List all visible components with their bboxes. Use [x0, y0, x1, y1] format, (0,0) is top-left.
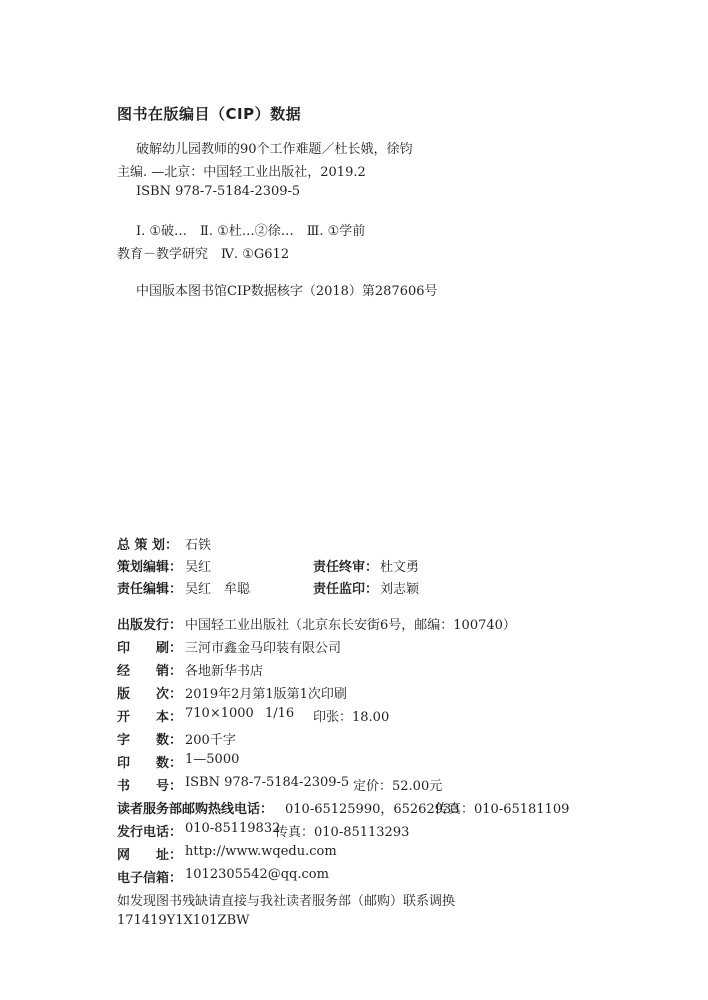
book-number-value: ISBN 978-7-5184-2309-5	[185, 775, 350, 790]
row-email	[117, 867, 329, 886]
price-value: 定价：52.00元	[353, 779, 443, 794]
book-number-label: 书 号：	[117, 779, 183, 794]
final-review-value: 杜文勇	[380, 560, 420, 575]
responsible-editor-label: 责任编辑：	[117, 582, 183, 597]
print-run-value: 1—5000	[185, 752, 240, 767]
chief-planner-label: 总 策 划：	[117, 538, 179, 553]
format-fold: 1/16	[265, 706, 295, 721]
hotline-label: 读者服务部邮购热线电话：	[117, 802, 274, 817]
planning-editor-value: 吴红	[185, 560, 212, 575]
row-printer	[117, 637, 342, 656]
cip-classification-1: Ⅰ. ①破… Ⅱ. ①杜…②徐… Ⅲ. ①学前	[136, 224, 366, 239]
cip-isbn: ISBN 978-7-5184-2309-5	[136, 184, 301, 199]
cip-classification-2: 教育－教学研究 Ⅳ. ①G612	[117, 247, 290, 262]
cip-book-title-line: 破解幼儿园教师的90个工作难题／杜长娥，徐钧	[136, 142, 413, 157]
format-size: 710×1000	[185, 706, 254, 721]
responsible-editor-value: 吴红 牟聪	[185, 582, 251, 597]
hotline-value: 010-65125990，65262933	[285, 802, 460, 817]
printer-label: 印 刷：	[117, 641, 183, 656]
row-word-count	[117, 729, 236, 748]
row-book-number	[117, 775, 443, 794]
chief-planner-value: 石铁	[185, 538, 212, 553]
printed-sheets: 印张：18.00	[313, 710, 390, 725]
sales-phone-label: 发行电话：	[117, 825, 183, 840]
row-distributor	[117, 660, 264, 679]
email-label: 电子信箱：	[117, 871, 183, 886]
printer-value: 三河市鑫金马印装有限公司	[185, 641, 342, 656]
row-mail-order-hotline	[117, 798, 570, 817]
print-run-label: 印 数：	[117, 756, 183, 771]
distributor-value: 各地新华书店	[185, 664, 264, 679]
defect-notice: 如发现图书残缺请直接与我社读者服务部（邮购）联系调换	[117, 894, 456, 909]
row-print-run	[117, 752, 240, 771]
planning-editor-label: 策划编辑：	[117, 560, 183, 575]
hotline-fax: 传真：010-65181109	[435, 802, 570, 817]
final-review-label: 责任终审：	[313, 560, 379, 575]
cip-publisher-line: 主编. —北京：中国轻工业出版社，2019.2	[117, 165, 366, 180]
cip-record-number: 中国版本图书馆CIP数据核字（2018）第287606号	[136, 284, 438, 299]
row-sales-phone	[117, 821, 410, 840]
print-supervisor-label: 责任监印：	[313, 582, 379, 597]
print-code: 171419Y1X101ZBW	[117, 913, 250, 928]
row-planning-editor	[117, 556, 420, 575]
row-chief-planner	[117, 534, 212, 553]
print-supervisor-value: 刘志颖	[380, 582, 420, 597]
row-website	[117, 844, 337, 863]
email-link[interactable]: 1012305542@qq.com	[185, 867, 329, 882]
sales-fax: 传真：010-85113293	[275, 825, 410, 840]
distributor-label: 经 销：	[117, 664, 183, 679]
publisher-label: 出版发行：	[117, 618, 183, 633]
edition-label: 版 次：	[117, 687, 183, 702]
cip-title: 图书在版编目（CIP）数据	[117, 105, 302, 123]
row-responsible-editor	[117, 578, 420, 597]
format-label: 开 本：	[117, 710, 183, 725]
word-count-value: 200千字	[185, 733, 236, 748]
word-count-label: 字 数：	[117, 733, 183, 748]
website-label: 网 址：	[117, 848, 183, 863]
row-edition	[117, 683, 347, 702]
edition-value: 2019年2月第1版第1次印刷	[185, 687, 347, 702]
sales-phone-value: 010-85119832	[185, 821, 281, 836]
website-link[interactable]: http://www.wqedu.com	[185, 844, 337, 859]
publisher-value: 中国轻工业出版社（北京东长安街6号，邮编：100740）	[185, 618, 516, 633]
row-publisher	[117, 614, 516, 633]
row-format	[117, 706, 390, 725]
